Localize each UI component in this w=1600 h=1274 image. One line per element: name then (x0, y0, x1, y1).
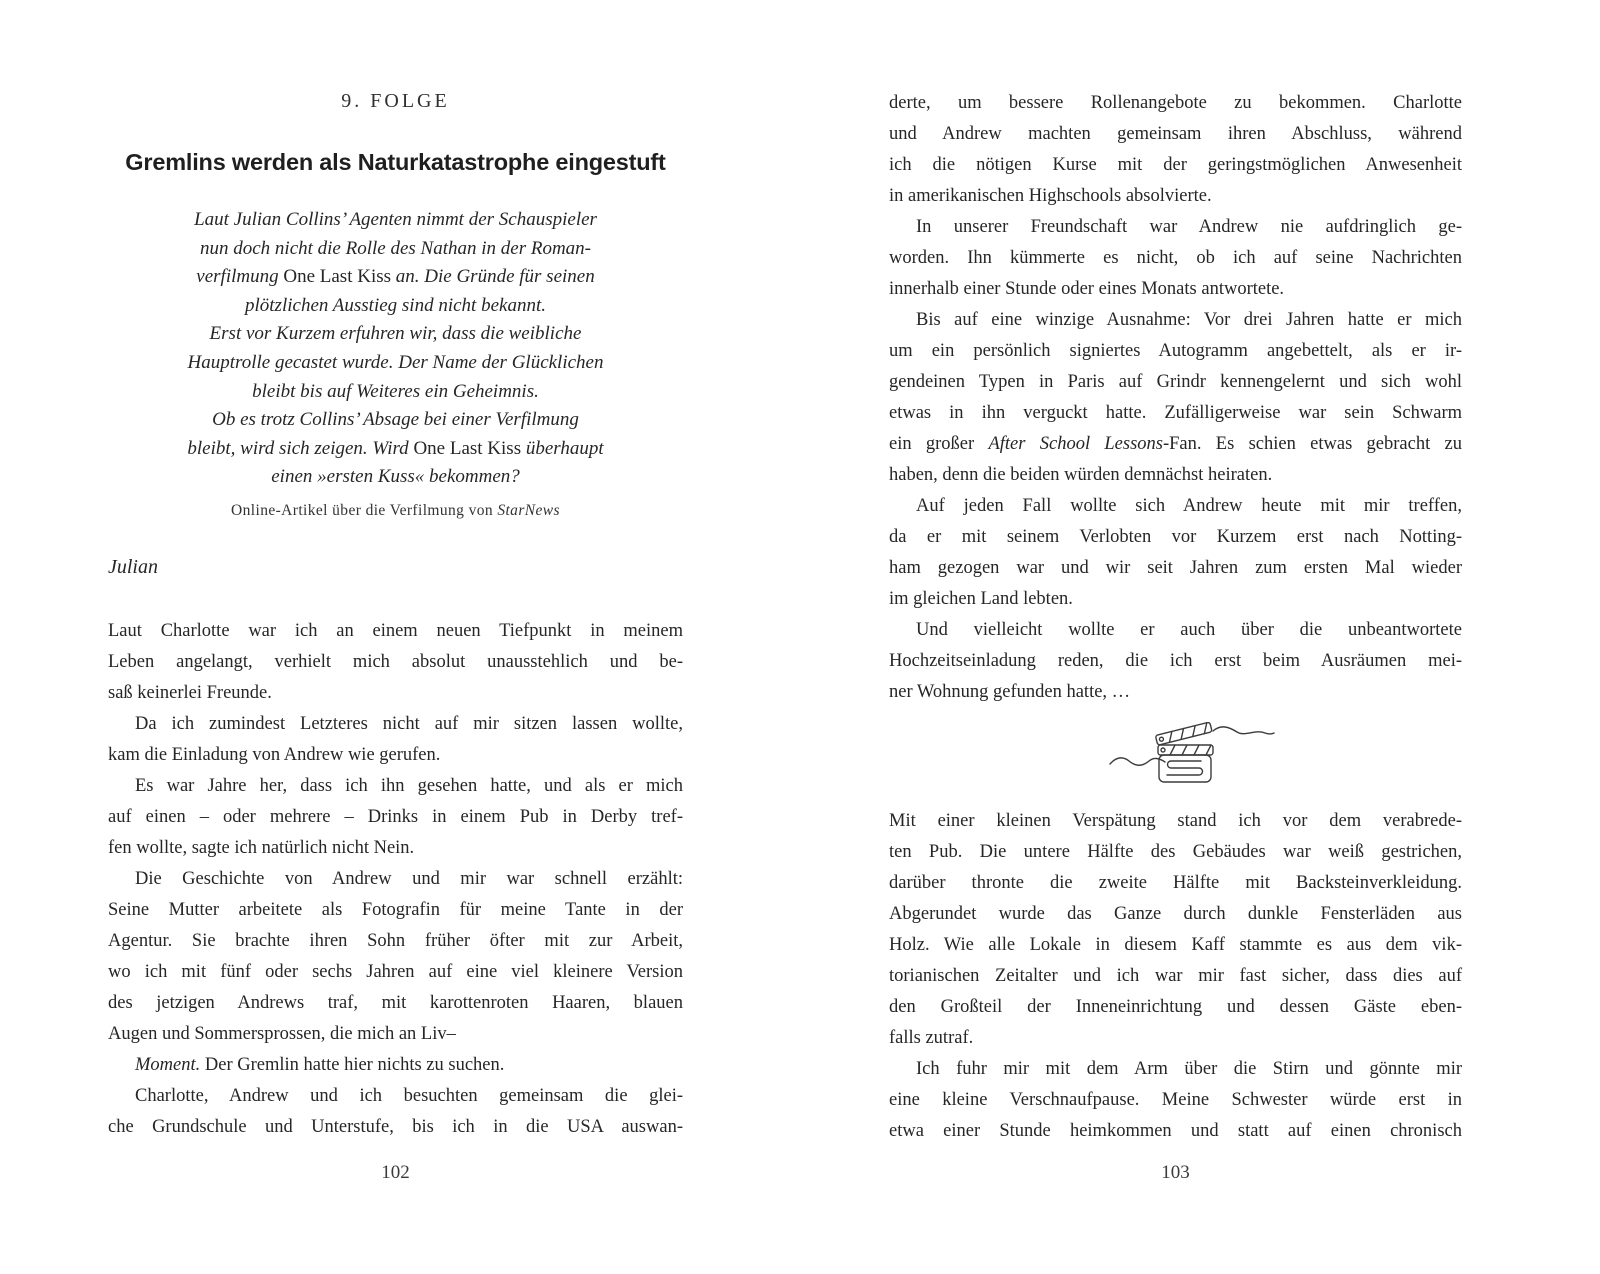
text-run: Es war Jahre her, dass ich ihn gesehen hatte, und als er mich (135, 775, 683, 796)
text-run: fen wollte, sagte ich natürlich nicht Nein. (108, 837, 415, 858)
text-run: des jetzigen Andrews traf, mit karottenroten Haaren, blauen (108, 992, 683, 1013)
quote-line (108, 435, 683, 464)
text-line (108, 771, 683, 802)
quote-attribution (108, 500, 683, 522)
text-run: plötzlichen Ausstieg sind nicht bekannt. (245, 294, 546, 316)
text-line (108, 678, 683, 709)
text-run: falls zutraf. (889, 1028, 974, 1048)
text-line (108, 1081, 683, 1112)
text-run: Laut Charlotte war ich an einem neuen Tiefpunkt in meinem (108, 620, 683, 641)
left-page (108, 0, 683, 1143)
text-run: After School Lessons (988, 434, 1163, 454)
text-line (889, 150, 1462, 181)
text-run: Hochzeitseinladung reden, die ich erst beim Ausräumen mei- (889, 651, 1462, 671)
quote-line (108, 463, 683, 492)
text-run: Abgerundet wurde das Ganze durch dunkle Fensterläden aus (889, 904, 1462, 924)
text-line (108, 709, 683, 740)
text-run: nun doch nicht die Rolle des Nathan in der Roman- (199, 237, 592, 259)
text-run: Holz. Wie alle Lokale in diesem Kaff stammte es aus dem vik- (889, 935, 1462, 955)
text-line (889, 367, 1462, 398)
text-line (108, 740, 683, 771)
quote-line (108, 235, 683, 264)
wavy-line-right (1213, 727, 1274, 734)
text-line (889, 274, 1462, 305)
text-line (889, 646, 1462, 677)
left-body-text (108, 616, 683, 1143)
text-run: ich die nötigen Kurse mit der geringstmöglichen Anwesenheit (889, 155, 1462, 175)
text-run: innerhalb einer Stunde oder eines Monats antwortete. (889, 279, 1285, 299)
text-run: In unserer Freundschaft war Andrew nie aufdringlich ge- (916, 217, 1462, 237)
text-line (889, 181, 1462, 212)
text-run: überhaupt (521, 437, 604, 459)
text-run: Seine Mutter arbeitete als Fotografin für meine Tante in der (108, 899, 683, 920)
text-run: an. Die Gründe für seinen (391, 266, 595, 288)
text-run: haben, denn die beiden würden demnächst heiraten. (889, 465, 1273, 485)
text-run: Mit einer kleinen Verspätung stand ich vor dem verabrede- (889, 811, 1462, 831)
text-line (889, 305, 1462, 336)
text-line (889, 491, 1462, 522)
text-run: ten Pub. Die untere Hälfte des Gebäudes war weiß gestrichen, (889, 842, 1462, 862)
text-run: Moment. (135, 1054, 201, 1075)
text-run: einen »ersten Kuss« bekommen? (271, 466, 520, 488)
text-run: Online-Artikel über die Verfilmung von (231, 501, 498, 519)
text-line (108, 802, 683, 833)
text-run: worden. Ihn kümmerte es nicht, ob ich auf seine Nachrichten (889, 248, 1462, 268)
text-run: che Grundschule und Unterstufe, bis ich in die USA auswan- (108, 1116, 683, 1137)
text-line (889, 868, 1462, 899)
text-run: Ich fuhr mir mit dem Arm über die Stirn und gönnte mir (916, 1059, 1462, 1079)
text-run: Bis auf eine winzige Ausnahme: Vor drei Jahren hatte er mich (916, 310, 1462, 330)
right-page (889, 0, 1462, 1147)
quote-line (108, 263, 683, 292)
text-line (889, 243, 1462, 274)
text-line (889, 584, 1462, 615)
board-inner-doodle (1167, 761, 1203, 775)
text-line (889, 677, 1462, 708)
text-run: Ob es trotz Collins’ Absage bei einer Verfilmung (212, 409, 579, 431)
text-run: Augen und Sommersprossen, die mich an Liv– (108, 1023, 456, 1044)
text-run: saß keinerlei Freunde. (108, 682, 272, 703)
text-run: Agentur. Sie brachte ihren Sohn früher öfter mit zur Arbeit, (108, 930, 683, 951)
text-line (889, 961, 1462, 992)
text-line (108, 1112, 683, 1143)
text-run: StarNews (497, 501, 560, 519)
text-line (889, 522, 1462, 553)
text-run: bleibt, wird sich zeigen. Wird (187, 437, 414, 459)
clapperboard-illustration (1107, 722, 1277, 786)
text-run: eine kleine Verschnaufpause. Meine Schwester würde erst in (889, 1090, 1462, 1110)
text-run: Und vielleicht wollte er auch über die unbeantwortete (916, 620, 1462, 640)
text-run: darüber thronte die zweite Hälfte mit Backsteinverkleidung. (889, 873, 1462, 893)
text-run: in amerikanischen Highschools absolvierte. (889, 186, 1212, 206)
text-line (889, 119, 1462, 150)
text-line (889, 429, 1462, 460)
text-line (889, 553, 1462, 584)
text-line (108, 616, 683, 647)
text-line (889, 837, 1462, 868)
text-run: Da ich zumindest Letzteres nicht auf mir sitzen lassen wollte, (135, 713, 683, 734)
text-line (889, 1116, 1462, 1147)
text-line (108, 833, 683, 864)
text-line (889, 212, 1462, 243)
text-run: Hauptrolle gecastet wurde. Der Name der Glücklichen (187, 351, 604, 373)
wavy-line-left (1110, 758, 1165, 765)
chapter-kicker: 9. FOLGE (341, 90, 450, 112)
text-run: Leben angelangt, verhielt mich absolut unausstehlich und be- (108, 651, 683, 672)
quote-block (108, 206, 683, 492)
text-line (108, 864, 683, 895)
text-line (889, 398, 1462, 429)
text-line (889, 899, 1462, 930)
quote-line (108, 292, 683, 321)
text-line (889, 615, 1462, 646)
text-line (108, 957, 683, 988)
quote-line (108, 378, 683, 407)
text-line (108, 647, 683, 678)
text-run: Auf jeden Fall wollte sich Andrew heute mit mir treffen, (916, 496, 1462, 516)
text-run: um ein persönlich signiertes Autogramm angebettelt, als er ir- (889, 341, 1462, 361)
text-run: torianischen Zeitalter und ich war mir fast sicher, dass dies auf (889, 966, 1462, 986)
text-line (889, 806, 1462, 837)
text-run: -Fan. Es schien etwas gebracht zu (1162, 434, 1462, 454)
text-run: Charlotte, Andrew und ich besuchten gemeinsam die glei- (135, 1085, 683, 1106)
text-run: und Andrew machten gemeinsam ihren Abschluss, während (889, 124, 1462, 144)
narrator-label: Julian (108, 555, 158, 578)
page-number-right: 103 (1161, 1162, 1190, 1183)
text-line (889, 88, 1462, 119)
clapper-arm (1155, 722, 1212, 745)
text-line (889, 460, 1462, 491)
text-run: ner Wohnung gefunden hatte, … (889, 682, 1131, 702)
text-run: auf einen – oder mehrere – Drinks in einem Pub in Derby tref- (108, 806, 683, 827)
page-number-left: 102 (381, 1162, 410, 1183)
text-run: kam die Einladung von Andrew wie gerufen. (108, 744, 441, 765)
text-run: ein großer (889, 434, 989, 454)
quote-line (108, 206, 683, 235)
right-body-text-bottom (889, 806, 1462, 1147)
text-line (889, 1054, 1462, 1085)
text-run: bleibt bis auf Weiteres ein Geheimnis. (252, 380, 539, 402)
text-run: etwa einer Stunde heimkommen und statt auf einen chronisch (889, 1121, 1462, 1141)
quote-line (108, 320, 683, 349)
text-run: etwas in ihn verguckt hatte. Zufälligerweise war sein Schwarm (889, 403, 1462, 423)
text-line (889, 992, 1462, 1023)
text-run: da er mit seinem Verlobten vor Kurzem erst nach Notting- (889, 527, 1462, 547)
text-line (108, 988, 683, 1019)
quote-line (108, 406, 683, 435)
right-body-text-top (889, 88, 1462, 708)
text-line (889, 1085, 1462, 1116)
text-run: Die Geschichte von Andrew und mir war schnell erzählt: (135, 868, 683, 889)
text-run: derte, um bessere Rollenangebote zu bekommen. Charlotte (889, 93, 1462, 113)
text-run: ham gezogen war und wir seit Jahren zum ersten Mal wieder (889, 558, 1462, 578)
text-line (108, 895, 683, 926)
text-run: One Last Kiss (283, 266, 392, 288)
text-run: Erst vor Kurzem erfuhren wir, dass die weibliche (209, 323, 582, 345)
text-run: gendeinen Typen in Paris auf Grindr kennengelernt und sich wohl (889, 372, 1462, 392)
text-line (108, 1019, 683, 1050)
text-run: den Großteil der Inneneinrichtung und dessen Gäste eben- (889, 997, 1462, 1017)
text-run: wo ich mit fünf oder sechs Jahren auf eine viel kleinere Version (108, 961, 683, 982)
text-line (108, 1050, 683, 1081)
text-run: Der Gremlin hatte hier nichts zu suchen. (200, 1054, 505, 1075)
text-run: Laut Julian Collins’ Agenten nimmt der Schauspieler (194, 209, 597, 230)
quote-line (108, 349, 683, 378)
text-run: verfilmung (196, 266, 284, 288)
text-run: im gleichen Land lebten. (889, 589, 1073, 609)
text-run: One Last Kiss (413, 437, 522, 459)
text-line (889, 1023, 1462, 1054)
text-line (108, 926, 683, 957)
chapter-title: Gremlins werden als Naturkatastrophe eingestuft (125, 149, 666, 175)
text-line (889, 930, 1462, 961)
text-line (889, 336, 1462, 367)
